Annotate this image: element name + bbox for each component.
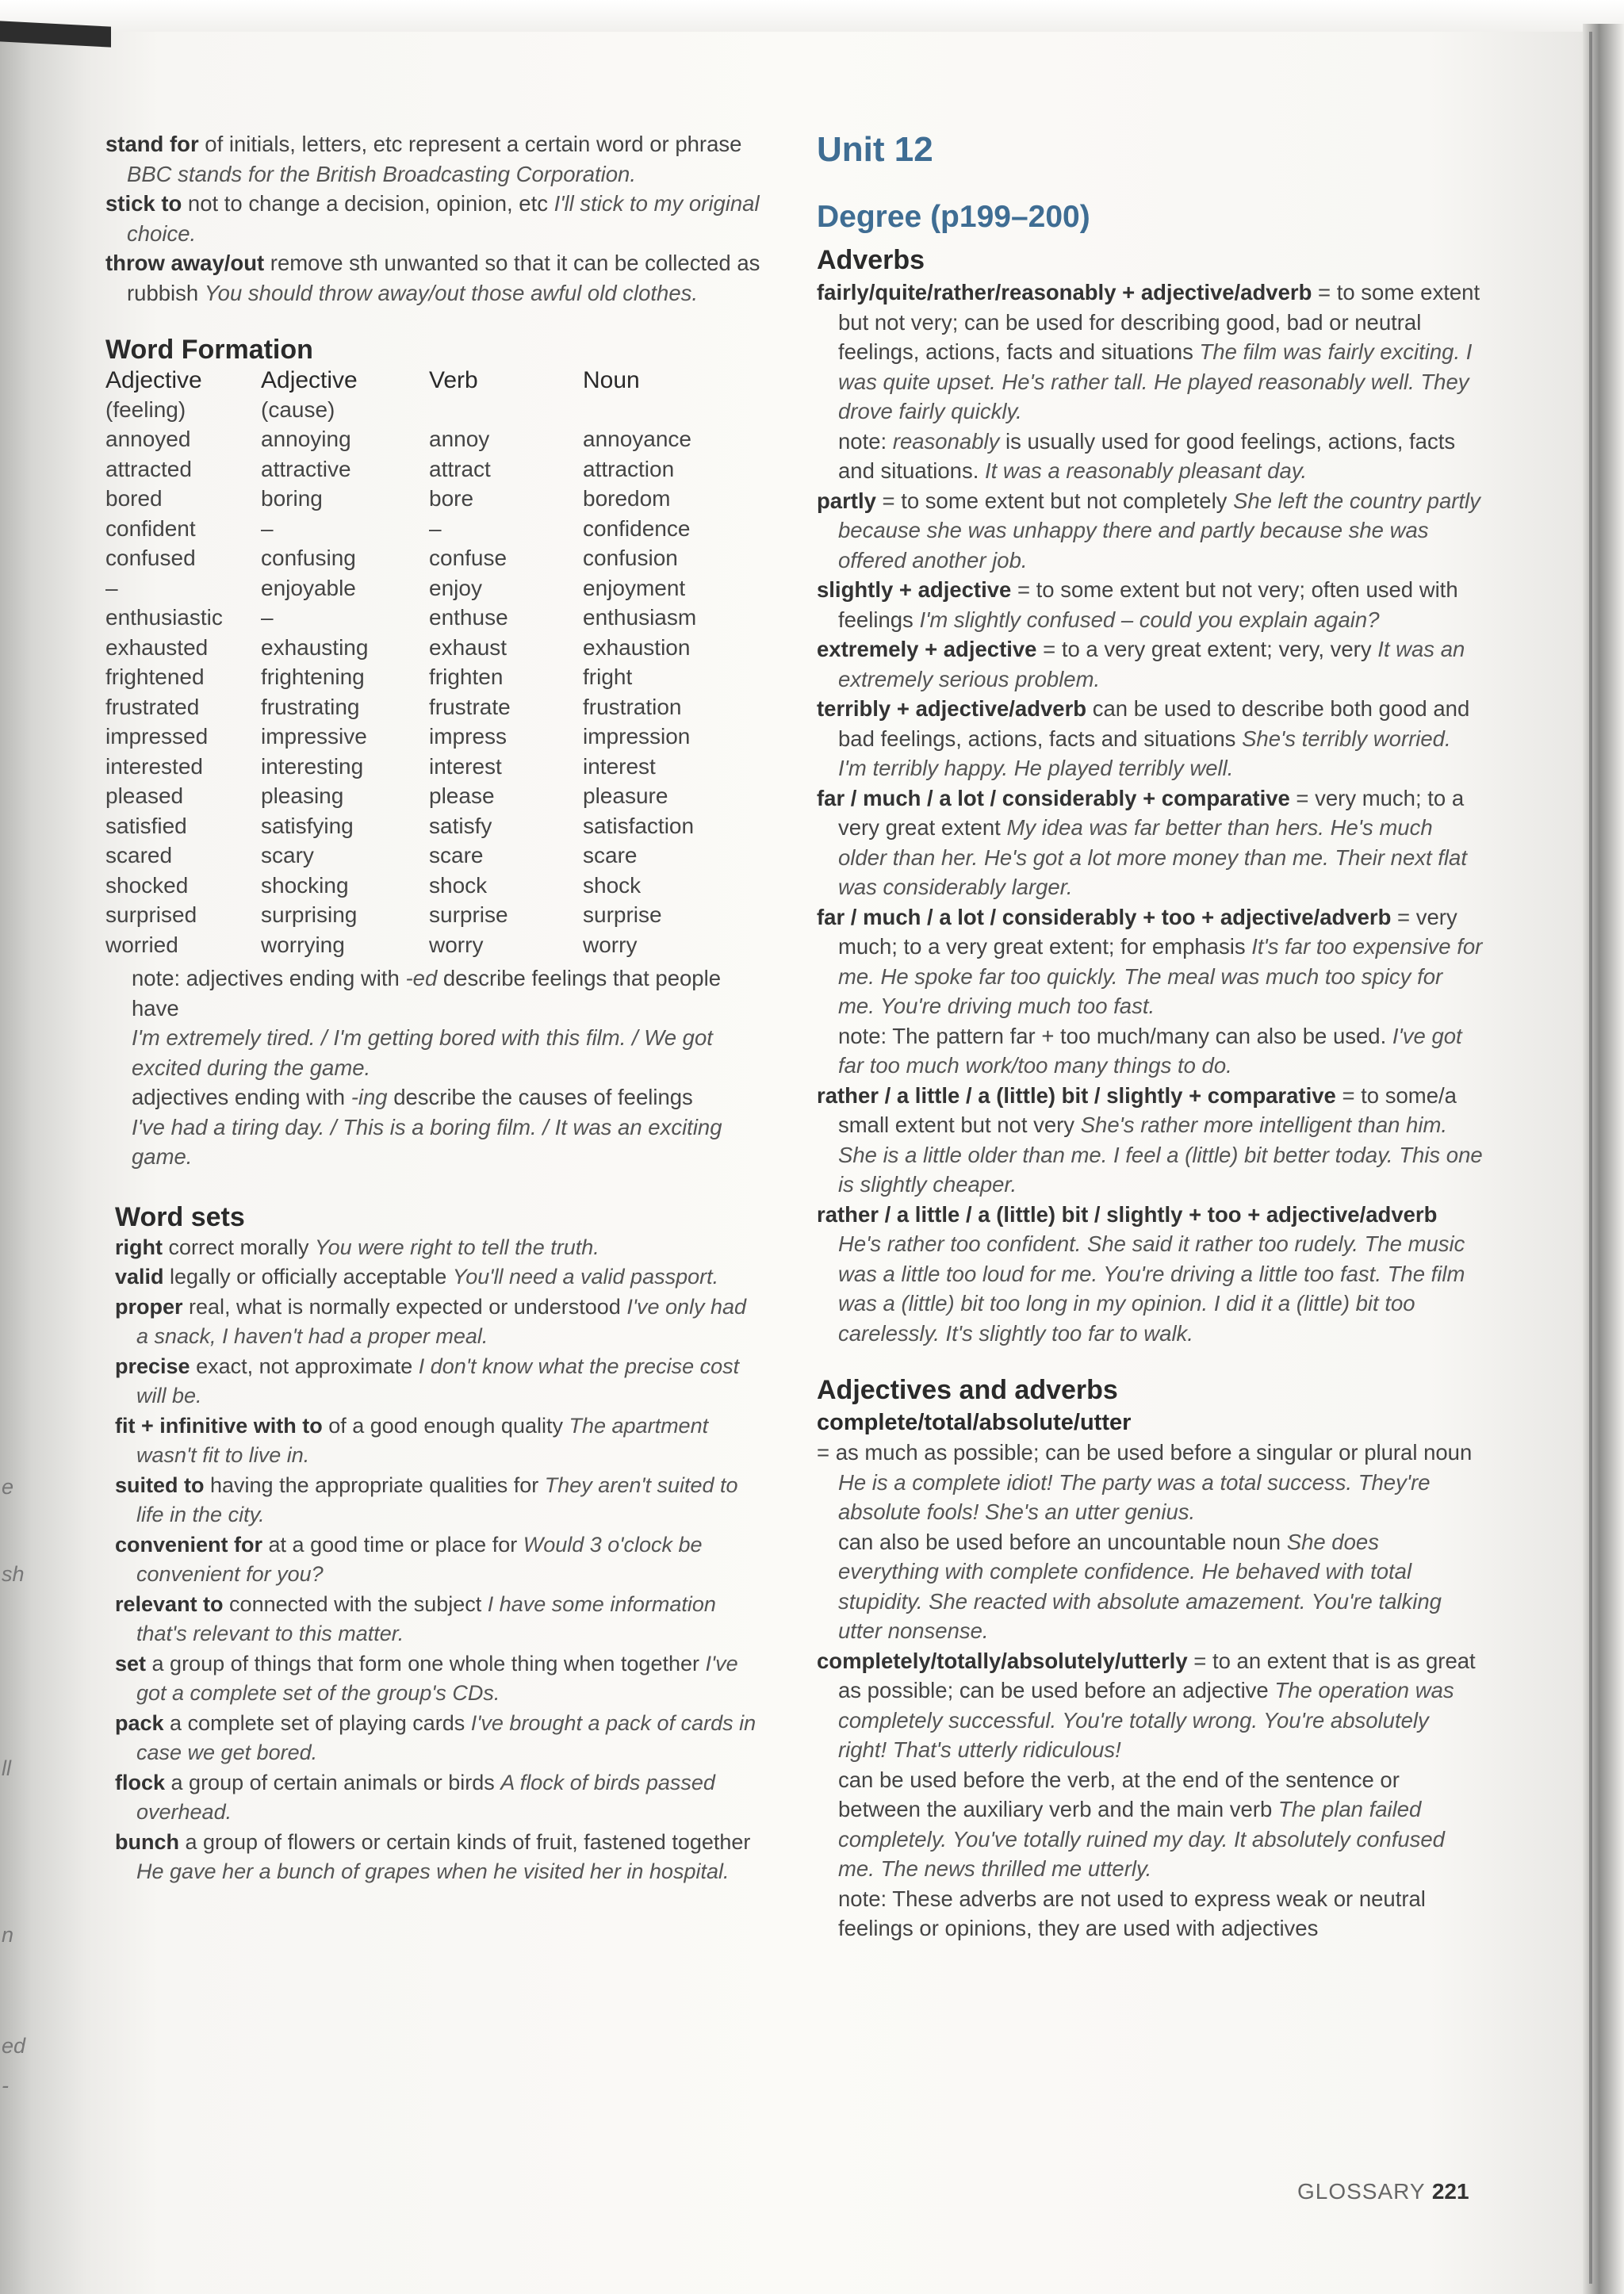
note-text: [110, 1082, 764, 1113]
glossary-entry: [115, 1352, 764, 1411]
table-cell: shock: [583, 872, 642, 898]
table-cell: worry: [429, 932, 484, 957]
example: I don't know what the precise cost will be.: [136, 1354, 740, 1407]
word-formation-notes: [105, 963, 764, 1172]
note-suffix: -ing: [350, 1085, 388, 1109]
glossary-entry: [115, 1411, 764, 1471]
table-cell: attractive: [261, 456, 351, 481]
table-cell: please: [429, 783, 495, 808]
example: She left the country partly because she was unhappy there and partly because she was offered another job.: [838, 488, 1480, 573]
example: He gave her a bunch of grapes when he visited her in hospital.: [136, 1859, 730, 1883]
table-cell: exhausting: [261, 634, 369, 660]
headword: flock: [115, 1770, 166, 1794]
table-row: [105, 664, 696, 695]
glossary-entry: [817, 278, 1483, 427]
glossary-entry: [115, 1293, 764, 1352]
headword: rather / a little / a (little) bit / slightly + too + adjective/adverb: [817, 1201, 1438, 1227]
column-subheader: [583, 397, 696, 427]
note-term: reasonably: [892, 428, 1000, 454]
glossary-subentry: [817, 1765, 1483, 1884]
table-cell: bored: [105, 486, 163, 511]
definition: = to some extent but not completely: [875, 488, 1234, 513]
definition: correct morally: [163, 1235, 316, 1259]
table-row: [105, 814, 696, 844]
table-cell: frustration: [583, 694, 682, 719]
definition: a group of things that form one whole thing when together: [146, 1651, 706, 1676]
example: You should throw away/out those awful old clothes.: [204, 280, 699, 305]
headword: precise: [115, 1354, 190, 1378]
headword: stand for: [105, 132, 199, 156]
headword: fairly/quite/rather/reasonably + adjective/adverb: [817, 280, 1312, 304]
definition: legally or officially acceptable: [163, 1265, 453, 1289]
adverb-entries: [817, 278, 1483, 1348]
column-subheader: (feeling): [105, 396, 186, 422]
headword: set: [115, 1651, 147, 1676]
table-cell: enthusiasm: [583, 605, 697, 630]
note-text: [817, 1021, 1483, 1081]
definition: can be used to describe both good and bad feelings, actions, facts and situations: [838, 696, 1470, 751]
headword: far / much / a lot / considerably + too + adjective/adverb: [817, 904, 1392, 929]
glossary-entry: [817, 902, 1483, 1021]
example: A flock of birds passed overhead.: [136, 1770, 715, 1824]
headword: rather / a little / a (little) bit / slightly + comparative: [817, 1082, 1336, 1108]
table-cell: annoyed: [105, 427, 191, 451]
table-cell: worrying: [261, 932, 345, 957]
definition: = very much; to a very great extent; for emphasis: [838, 904, 1457, 959]
headword: stick to: [105, 191, 182, 216]
headword: right: [115, 1235, 163, 1259]
definition: a group of certain animals or birds: [165, 1770, 501, 1794]
table-cell: enthusiastic: [105, 605, 223, 630]
table-cell: shocked: [105, 872, 189, 898]
table-cell: –: [105, 575, 118, 600]
page-number: 221: [1431, 2179, 1469, 2204]
example: The plan failed completely. You've totally ruined my day. It absolutely confused me. The news thrilled me utterly.: [838, 1797, 1445, 1881]
margin-fragment: ll: [2, 1756, 11, 1780]
note-text: [817, 427, 1483, 486]
word-formation-table: [105, 367, 696, 962]
definition: = to an extent that is as great as possible; can be used before an adjective: [838, 1648, 1476, 1702]
table-cell: worry: [583, 932, 638, 957]
table-cell: interest: [429, 753, 502, 779]
word-formation-rows: [105, 427, 696, 962]
table-cell: surprising: [261, 902, 358, 927]
headword: convenient for: [115, 1532, 263, 1557]
definition: of initials, letters, etc represent a certain word or phrase: [198, 132, 742, 156]
definition: = very much; to a very great extent: [838, 785, 1465, 840]
note-part: adjectives ending with: [132, 1085, 351, 1109]
table-cell: exhaustion: [583, 634, 691, 660]
glossary-entry: [105, 189, 764, 248]
table-cell: frustrated: [105, 694, 200, 719]
table-cell: fright: [583, 664, 633, 689]
table-row: [105, 516, 696, 546]
definition: not to change a decision, opinion, etc: [182, 191, 554, 216]
column-header: Adjective: [105, 367, 202, 393]
table-cell: impression: [583, 724, 691, 749]
margin-fragment: e: [2, 1475, 14, 1499]
table-row: [105, 605, 696, 635]
table-cell: satisfaction: [583, 813, 695, 838]
table-cell: surprise: [583, 902, 662, 927]
table-row: [105, 843, 696, 873]
example: It's far too expensive for me. He spoke far too quickly. The meal was much too spicy for me. You're driving much too fast.: [838, 934, 1483, 1018]
table-cell: annoyance: [583, 427, 692, 451]
definition: = to a very great extent; very, very: [1036, 637, 1378, 661]
glossary-entry: [817, 575, 1483, 634]
table-cell: shocking: [261, 872, 349, 898]
table-row: [105, 427, 696, 457]
glossary-entry: [105, 248, 764, 308]
glossary-entry: [105, 129, 764, 189]
example: She's terribly worried. I'm terribly happy. He played terribly well.: [838, 726, 1451, 780]
note-suffix: -ed: [405, 966, 438, 990]
table-cell: frightened: [105, 664, 205, 689]
note-example: I've had a tiring day. / This is a boring film. / It was an exciting game.: [132, 1114, 722, 1169]
note-text: [110, 963, 764, 1023]
glossary-entry: [817, 486, 1483, 576]
glossary-entry: [817, 634, 1483, 694]
table-cell: frightening: [261, 664, 365, 689]
column-subheader: (cause): [261, 396, 335, 422]
table-cell: attract: [429, 456, 491, 481]
table-cell: boring: [261, 486, 323, 511]
glossary-entry: [115, 1828, 764, 1887]
table-cell: pleasure: [583, 783, 668, 808]
table-subheader-row: [105, 397, 696, 427]
column-header: Noun: [583, 367, 640, 393]
left-column: [105, 129, 764, 1887]
table-row: [105, 873, 696, 903]
table-cell: boredom: [583, 486, 671, 511]
note-example: It was a reasonably pleasant day.: [984, 458, 1308, 483]
table-cell: –: [429, 515, 442, 541]
table-cell: frighten: [429, 664, 504, 689]
example: The apartment wasn't fit to live in.: [136, 1413, 709, 1467]
glossary-entry: [115, 1471, 764, 1530]
definition: at a good time or place for: [262, 1532, 523, 1557]
example: BBC stands for the British Broadcasting Corporation.: [127, 161, 636, 186]
table-cell: impressed: [105, 724, 209, 749]
glossary-entry: [115, 1262, 764, 1293]
definition: remove sth unwanted so that it can be collected as rubbish: [127, 251, 760, 305]
margin-fragment: ed: [2, 2034, 26, 2058]
example: I've got a complete set of the group's CDs.: [136, 1651, 738, 1705]
example: It was an extremely serious problem.: [838, 637, 1465, 691]
section-title: Degree (p199–200): [817, 200, 1090, 234]
margin-fragment: n: [2, 1923, 14, 1947]
table-cell: pleasing: [261, 783, 344, 808]
headword: bunch: [115, 1829, 179, 1854]
definition: having the appropriate qualities for: [204, 1473, 545, 1497]
table-row: [105, 902, 696, 933]
note-example: I've got far too much work/too many things to do.: [838, 1023, 1462, 1078]
headword: relevant to: [115, 1591, 224, 1616]
example: You were right to tell the truth.: [315, 1235, 599, 1259]
previous-page-fragments: [0, 1475, 24, 2109]
definition: can be used before the verb, at the end of the sentence or between the auxiliary verb and the main verb: [838, 1767, 1400, 1821]
table-cell: scare: [429, 843, 484, 867]
note-text: note: These adverbs are not used to express weak or neutral feelings or opinions, they are used with adjectives: [838, 1886, 1426, 1940]
column-subheader: [429, 397, 583, 427]
table-cell: attracted: [105, 456, 192, 481]
example: They aren't suited to life in the city.: [136, 1473, 738, 1526]
table-cell: pleased: [105, 783, 184, 808]
example: My idea was far better than hers. He's much older than her. He's got a lot more money than me. Their next flat was considerably larger.: [838, 815, 1467, 899]
note-part: describe the causes of feelings: [387, 1085, 693, 1109]
example: I'm slightly confused – could you explain again?: [919, 607, 1380, 632]
table-cell: confusion: [583, 546, 678, 570]
definition: a complete set of playing cards: [163, 1710, 471, 1735]
table-cell: exhaust: [429, 634, 508, 660]
glossary-entry: [817, 1646, 1483, 1765]
definition: = to some/a small extent but not very: [838, 1082, 1457, 1137]
headword: partly: [817, 488, 876, 513]
column-header: Adjective: [261, 367, 358, 393]
headword: complete/total/absolute/utter: [817, 1410, 1132, 1435]
table-row: [105, 635, 696, 665]
note-part: note: The pattern far + too much/many can also be used.: [838, 1023, 1392, 1048]
glossary-entry: [115, 1768, 764, 1828]
word-formation-heading: Word Formation: [105, 335, 313, 365]
table-cell: bore: [429, 486, 474, 511]
table-row: [105, 546, 696, 576]
example: Would 3 o'clock be convenient for you?: [136, 1532, 703, 1586]
table-cell: confused: [105, 546, 196, 570]
table-cell: shock: [429, 872, 488, 898]
table-cell: satisfy: [429, 813, 492, 838]
adjectives-adverbs-heading: Adjectives and adverbs: [817, 1375, 1118, 1405]
table-cell: scared: [105, 843, 173, 867]
note-example: I'm extremely tired. / I'm getting bored with this film. / We got excited during the game.: [132, 1025, 713, 1080]
word-sets-entries: [105, 1233, 764, 1887]
table-row: [105, 695, 696, 725]
example: I'll stick to my original choice.: [127, 191, 760, 246]
glossary-entry: [115, 1233, 764, 1263]
glossary-entry: [115, 1709, 764, 1768]
table-cell: attraction: [583, 456, 675, 481]
example: I've only had a snack, I haven't had a proper meal.: [136, 1294, 747, 1348]
table-cell: scary: [261, 843, 314, 867]
table-header-row: [105, 367, 696, 397]
table-cell: surprise: [429, 902, 508, 927]
table-cell: confident: [105, 515, 196, 541]
table-cell: enthuse: [429, 605, 508, 630]
headword: fit + infinitive with to: [115, 1413, 323, 1438]
right-column: [817, 129, 1483, 1944]
page-right-edge-line: [1589, 32, 1592, 2284]
table-cell: scare: [583, 843, 638, 867]
table-cell: enjoyable: [261, 575, 356, 600]
table-cell: interested: [105, 753, 203, 779]
glossary-entry: [115, 1590, 764, 1649]
note-part: note:: [838, 428, 893, 454]
table-cell: satisfying: [261, 813, 354, 838]
note-part: note: adjectives ending with: [132, 966, 406, 990]
headword: far / much / a lot / considerably + comparative: [817, 785, 1290, 810]
table-row: [105, 486, 696, 516]
example: He's rather too confident. She said it rather too rudely. The music was a little too loud for me. You're driving a little too fast. The film was a (little) bit too long in my opinion. I did it a (little) bit too carelessly. It's slightly too far to walk.: [838, 1231, 1465, 1346]
glossary-entry: [817, 1081, 1483, 1200]
table-row: [105, 576, 696, 606]
definition: of a good enough quality: [322, 1413, 569, 1438]
headword: throw away/out: [105, 251, 265, 275]
definition: can also be used before an uncountable noun: [838, 1529, 1287, 1554]
glossary-subentry: [817, 1527, 1483, 1646]
table-cell: exhausted: [105, 634, 209, 660]
table-cell: surprised: [105, 902, 197, 927]
table-cell: satisfied: [105, 813, 187, 838]
table-cell: impress: [429, 724, 508, 749]
unit-title: Unit 12: [817, 130, 933, 169]
headword: terribly + adjective/adverb: [817, 696, 1087, 721]
glossary-entry: [115, 1649, 764, 1709]
definition: exact, not approximate: [190, 1354, 419, 1378]
table-cell: –: [261, 605, 274, 630]
adverbs-heading: Adverbs: [817, 245, 925, 275]
glossary-entry: [817, 1438, 1483, 1527]
table-cell: impressive: [261, 724, 367, 749]
footer-label: GLOSSARY: [1297, 2179, 1426, 2204]
table-cell: annoy: [429, 427, 490, 451]
definition: = to some extent but not very; can be used for describing good, bad or neutral feelings, actions, facts and situations: [838, 280, 1480, 364]
table-cell: interesting: [261, 753, 364, 779]
table-cell: confuse: [429, 546, 508, 570]
example: I have some information that's relevant to this matter.: [136, 1591, 716, 1645]
definition: a group of flowers or certain kinds of fruit, fastened together: [179, 1829, 751, 1854]
table-row: [105, 783, 696, 814]
page-footer: [1297, 2179, 1469, 2204]
example: The operation was completely successful. You're totally wrong. You're absolutely right! That's utterly ridiculous!: [838, 1678, 1454, 1762]
phrasal-verb-entries: [105, 129, 764, 308]
margin-fragment: -: [2, 2074, 9, 2097]
example: You'll need a valid passport.: [452, 1265, 719, 1289]
table-row: [105, 754, 696, 784]
definition: real, what is normally expected or understood: [182, 1294, 627, 1319]
table-cell: enjoyment: [583, 575, 686, 600]
table-cell: worried: [105, 932, 178, 957]
headword: proper: [115, 1294, 183, 1319]
headword: extremely + adjective: [817, 637, 1037, 661]
glossary-entry: [817, 1200, 1483, 1349]
table-cell: –: [261, 515, 274, 541]
headword: slightly + adjective: [817, 577, 1012, 602]
headword: valid: [115, 1265, 164, 1289]
glossary-entry: [817, 694, 1483, 783]
table-row: [105, 933, 696, 963]
column-header: Verb: [429, 367, 478, 393]
table-row: [105, 457, 696, 487]
example: I've brought a pack of cards in case we get bored.: [136, 1710, 756, 1764]
headword: pack: [115, 1710, 164, 1735]
table-cell: enjoy: [429, 575, 482, 600]
table-cell: confidence: [583, 515, 691, 541]
definition: connected with the subject: [223, 1591, 488, 1616]
table-row: [105, 724, 696, 754]
example: The film was fairly exciting. I was quite upset. He's rather tall. He played reasonably well. They drove fairly quickly.: [838, 339, 1473, 423]
table-cell: frustrating: [261, 694, 360, 719]
scan-top-edge: [0, 0, 1624, 32]
table-cell: confusing: [261, 546, 356, 570]
definition: = as much as possible; can be used before a singular or plural noun: [817, 1440, 1473, 1465]
example: She's rather more intelligent than him. She is a little older than me. I feel a (little) bit better today. This one is slightly cheaper.: [838, 1113, 1483, 1197]
margin-fragment: sh: [2, 1562, 25, 1586]
headword: completely/totally/absolutely/utterly: [817, 1648, 1188, 1673]
glossary-entry: [817, 783, 1483, 902]
example: He is a complete idiot! The party was a total success. They're absolute fools! She's an utter genius.: [838, 1469, 1431, 1524]
table-cell: annoying: [261, 427, 351, 451]
table-cell: interest: [583, 753, 656, 779]
table-cell: frustrate: [429, 694, 511, 719]
definition: = to some extent but not very; often used with feelings: [838, 577, 1458, 632]
headword: suited to: [115, 1473, 205, 1497]
example: She does everything with complete confidence. He behaved with total stupidity. She reacted with absolute amazement. You're talking utter nonsense.: [838, 1529, 1442, 1643]
word-sets-heading: Word sets: [115, 1201, 245, 1232]
note-part: is usually used for good feelings, actions, facts and situations.: [838, 428, 1456, 483]
note-part: describe feelings that people have: [132, 966, 721, 1021]
glossary-entry: [115, 1530, 764, 1590]
